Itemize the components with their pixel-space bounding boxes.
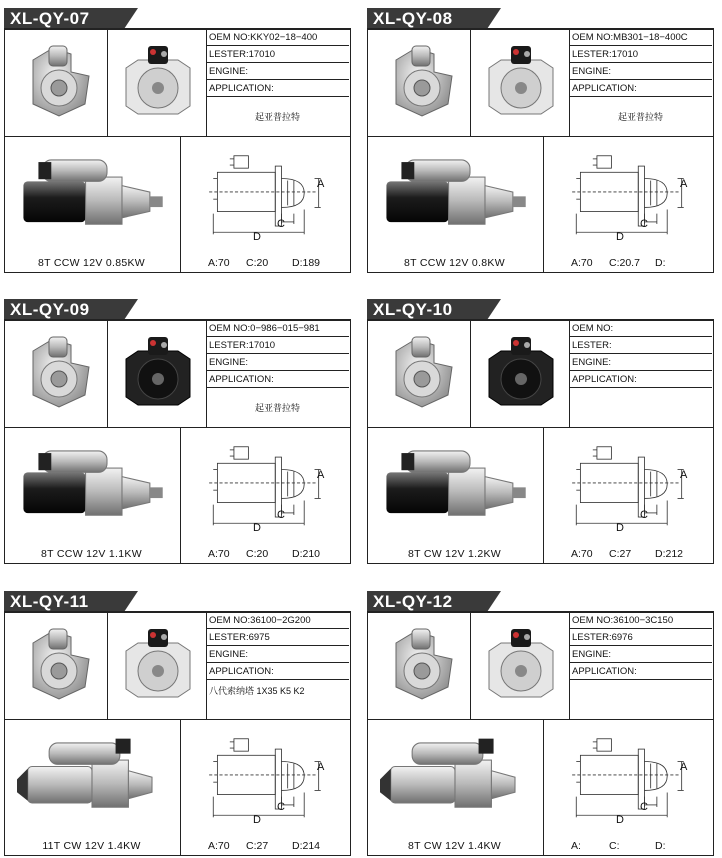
spec-line: 8T CCW 12V 0.8KW: [404, 257, 505, 269]
product-title: XL-QY-07: [4, 8, 124, 29]
application-field: APPLICATION:: [569, 371, 712, 388]
dim-a-value: A:70: [208, 548, 230, 560]
lester-number: LESTER:6976: [569, 629, 712, 646]
product-title: XL-QY-09: [4, 299, 124, 320]
divider: [368, 427, 713, 428]
product-card: [367, 8, 714, 273]
divider: [180, 136, 181, 273]
spec-line: 8T CCW 12V 0.85KW: [37, 257, 146, 269]
dim-d-value: D:: [655, 257, 666, 269]
starter-rear-photo: [118, 36, 198, 128]
spec-line: 11T CW 12V 1.4KW: [42, 840, 141, 852]
divider: [470, 613, 471, 719]
lester-number: LESTER:17010: [206, 337, 349, 354]
divider: [180, 719, 181, 856]
engine-field: ENGINE:: [569, 354, 712, 371]
lester-number: LESTER:17010: [206, 46, 349, 63]
dim-d-label: D: [616, 522, 624, 534]
dim-c-label: C: [277, 801, 285, 813]
dim-d-label: D: [253, 522, 261, 534]
dim-a-label: A: [680, 178, 688, 190]
engine-field: ENGINE:: [206, 354, 349, 371]
dim-a-label: A: [317, 178, 325, 190]
dim-a-value: A:: [571, 840, 581, 852]
dim-d-value: D:214: [292, 840, 321, 852]
divider: [368, 719, 713, 720]
dim-c-value: C:20: [246, 257, 269, 269]
divider: [107, 30, 108, 136]
dim-a-label: A: [680, 761, 688, 773]
product-title: XL-QY-12: [367, 591, 487, 612]
product-card: [4, 591, 351, 856]
dim-c-value: C:20: [246, 548, 269, 560]
engine-field: ENGINE:: [569, 63, 712, 80]
dim-c-value: C:27: [246, 840, 269, 852]
lester-number: LESTER:: [569, 337, 712, 354]
starter-side-photo: [380, 146, 530, 236]
lester-number: LESTER:6975: [206, 629, 349, 646]
dim-a-value: A:70: [208, 257, 230, 269]
product-card: [4, 299, 351, 564]
starter-rear-photo: [118, 619, 198, 711]
divider: [543, 719, 544, 856]
spec-line: 8T CW 12V 1.2KW: [407, 548, 501, 560]
application-note: 八代索纳塔 1X35 K5 K2: [209, 686, 305, 696]
dim-d-label: D: [616, 814, 624, 826]
oem-number: OEM NO:0−986−015−981: [206, 320, 349, 337]
dimension-diagram: [205, 146, 329, 242]
oem-number: OEM NO:MB301−18−400C: [569, 29, 712, 46]
divider: [107, 613, 108, 719]
dim-d-label: D: [616, 231, 624, 243]
divider: [5, 427, 350, 428]
divider: [180, 427, 181, 564]
divider: [368, 136, 713, 137]
starter-side-photo: [380, 437, 530, 527]
divider: [5, 719, 350, 720]
starter-front-photo: [19, 36, 99, 128]
dimension-diagram: [568, 437, 692, 533]
dim-d-value: D:210: [292, 548, 321, 560]
starter-side-photo: [17, 437, 167, 527]
dim-a-value: A:70: [208, 840, 230, 852]
dim-d-value: D:189: [292, 257, 321, 269]
product-card: [4, 8, 351, 273]
starter-rear-photo: [481, 36, 561, 128]
dim-a-label: A: [680, 469, 688, 481]
dimension-diagram: [568, 729, 692, 825]
product-title: XL-QY-10: [367, 299, 487, 320]
dim-a-label: A: [317, 761, 325, 773]
starter-rear-photo: [118, 327, 198, 419]
dim-d-label: D: [253, 814, 261, 826]
application-field: APPLICATION:: [206, 371, 349, 388]
starter-rear-photo: [481, 619, 561, 711]
engine-field: ENGINE:: [569, 646, 712, 663]
dim-d-label: D: [253, 231, 261, 243]
dim-a-value: A:70: [571, 548, 593, 560]
dim-c-label: C: [640, 801, 648, 813]
dim-c-label: C: [277, 218, 285, 230]
spec-line: 8T CCW 12V 1.1KW: [41, 548, 142, 560]
dim-a-value: A:70: [571, 257, 593, 269]
application-note: 起亚普拉特: [254, 112, 300, 122]
starter-side-photo: [17, 729, 167, 819]
spec-line: 8T CW 12V 1.4KW: [407, 840, 501, 852]
oem-number: OEM NO:KKY02−18−400: [206, 29, 349, 46]
starter-front-photo: [19, 619, 99, 711]
product-title: XL-QY-08: [367, 8, 487, 29]
application-field: APPLICATION:: [569, 80, 712, 97]
product-card: [367, 591, 714, 856]
engine-field: ENGINE:: [206, 646, 349, 663]
dimension-diagram: [205, 729, 329, 825]
starter-front-photo: [19, 327, 99, 419]
divider: [5, 136, 350, 137]
product-card: [367, 299, 714, 564]
starter-front-photo: [382, 327, 462, 419]
application-field: APPLICATION:: [206, 80, 349, 97]
starter-front-photo: [382, 619, 462, 711]
oem-number: OEM NO:: [569, 320, 712, 337]
dim-c-label: C: [277, 509, 285, 521]
engine-field: ENGINE:: [206, 63, 349, 80]
dim-d-value: D:212: [655, 548, 684, 560]
starter-side-photo: [17, 146, 167, 236]
divider: [107, 321, 108, 427]
starter-front-photo: [382, 36, 462, 128]
dim-c-label: C: [640, 509, 648, 521]
oem-number: OEM NO:36100−3C150: [569, 612, 712, 629]
divider: [470, 321, 471, 427]
application-field: APPLICATION:: [569, 663, 712, 680]
application-note: 起亚普拉特: [617, 112, 663, 122]
dimension-diagram: [568, 146, 692, 242]
starter-rear-photo: [481, 327, 561, 419]
oem-number: OEM NO:36100−2G200: [206, 612, 349, 629]
product-title: XL-QY-11: [4, 591, 124, 612]
dim-c-value: C:27: [609, 548, 632, 560]
divider: [543, 427, 544, 564]
dim-c-label: C: [640, 218, 648, 230]
dim-a-label: A: [317, 469, 325, 481]
dim-d-value: D:: [655, 840, 666, 852]
starter-side-photo: [380, 729, 530, 819]
application-note: 起亚普拉特: [254, 403, 300, 413]
dim-c-value: C:20.7: [609, 257, 640, 269]
dim-c-value: C:: [609, 840, 620, 852]
lester-number: LESTER:17010: [569, 46, 712, 63]
divider: [470, 30, 471, 136]
divider: [543, 136, 544, 273]
dimension-diagram: [205, 437, 329, 533]
application-field: APPLICATION:: [206, 663, 349, 680]
